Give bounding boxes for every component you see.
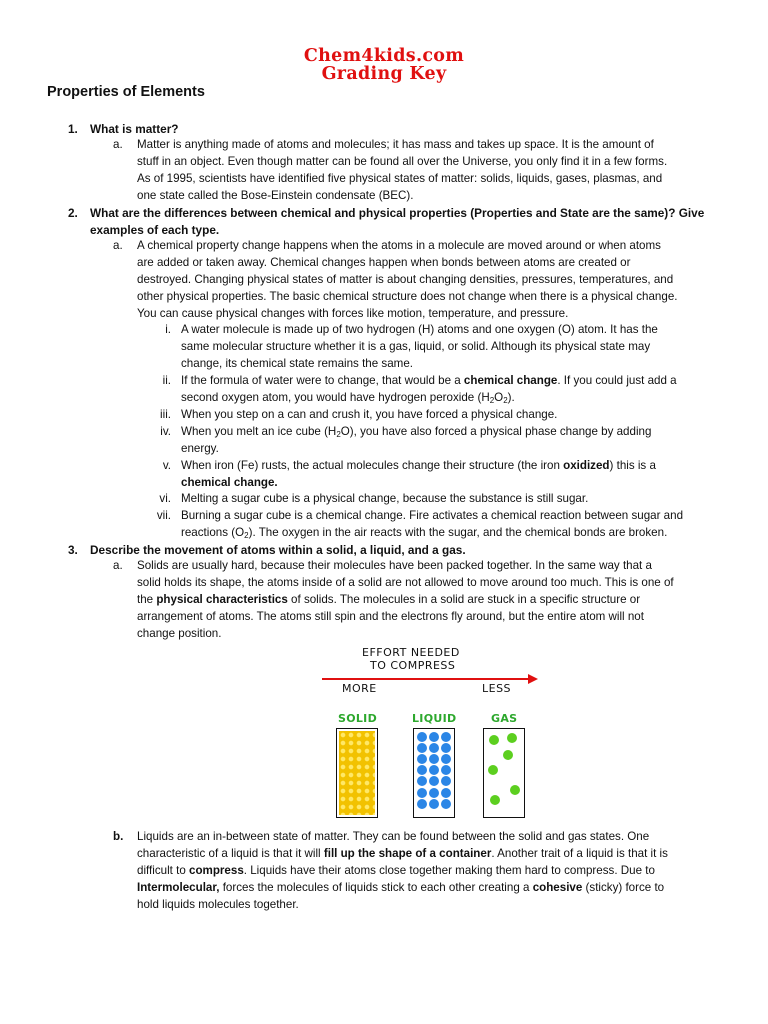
text-line: reactions $(O_2)$. The oxygen in the air reacts with the sugar, and the chemical bonds are broken. bbox=[181, 525, 668, 540]
liquid-particles bbox=[416, 731, 452, 815]
item-i bbox=[165, 322, 741, 373]
liquid-particle bbox=[429, 754, 439, 764]
item-iii bbox=[160, 407, 741, 424]
text-line: chemical change. bbox=[181, 475, 278, 489]
answer-3a bbox=[113, 558, 737, 643]
text-line: the physical characteristics of solids. The molecules in a solid are stuck in a specific structure or bbox=[137, 592, 641, 606]
text-line: are added or taken away. Chemical changes happen when bonds between atoms are created or bbox=[137, 255, 631, 269]
liquid-particle bbox=[417, 765, 427, 775]
liquid-particle bbox=[417, 799, 427, 809]
question-1 bbox=[68, 121, 179, 138]
question-text: examples of each type. bbox=[90, 223, 220, 237]
gas-particle bbox=[488, 765, 498, 775]
item-label: v. bbox=[162, 459, 171, 472]
item-label: vii. bbox=[156, 509, 171, 522]
text-line: When you melt an ice cube $(H_2O)$, you have also forced a physical phase change by adding bbox=[181, 425, 652, 439]
text-line: A water molecule is made up of two hydrogen (H) atoms and one oxygen (O) atom. It has the bbox=[181, 323, 658, 336]
liquid-particle bbox=[441, 776, 451, 786]
text-line: difficult to compress. Liquids have their atoms close together making them hard to compress. Due to bbox=[137, 863, 655, 877]
item-label: iii. bbox=[160, 408, 171, 421]
arrow-head-icon bbox=[528, 674, 538, 684]
text-line: As of 1995, scientists have identified five physical states of matter: solids, liquids, gases, plasmas, and bbox=[137, 171, 663, 185]
liquid-particle bbox=[429, 799, 439, 809]
item-vi bbox=[159, 491, 741, 508]
text-line: When iron (Fe) rusts, the actual molecules change their structure (the iron oxidized) this is a bbox=[181, 459, 656, 472]
liquid-particle bbox=[441, 732, 451, 742]
solid-container bbox=[336, 728, 378, 818]
liquid-particle bbox=[441, 788, 451, 798]
text-line: When you step on a can and crush it, you have forced a physical change. bbox=[181, 408, 558, 421]
answer-label: a. bbox=[113, 559, 123, 572]
question-text: What are the differences between chemical and physical properties (Properties and State are the same)? Give bbox=[90, 206, 705, 220]
question-text: Describe the movement of atoms within a solid, a liquid, and a gas. bbox=[90, 543, 466, 557]
gas-label: GAS bbox=[491, 712, 518, 725]
text-line: destroyed. Changing physical states of matter is about changing densities, pressures, temperatures, and bbox=[137, 272, 674, 286]
text-line: characteristic of a liquid is that it will fill up the shape of a container. Another trait of a liquid is that it is bbox=[137, 846, 668, 860]
item-label: vi. bbox=[159, 492, 171, 505]
gas-particle bbox=[507, 733, 517, 743]
answer-label: a. bbox=[113, 138, 123, 151]
answer-3b bbox=[113, 829, 737, 914]
liquid-particle bbox=[429, 732, 439, 742]
question-text: What is matter? bbox=[90, 122, 179, 136]
liquid-particle bbox=[429, 743, 439, 753]
liquid-particle bbox=[441, 799, 451, 809]
effort-label-line2: TO COMPRESS bbox=[370, 659, 456, 672]
liquid-particle bbox=[417, 788, 427, 798]
answer-label: b. bbox=[113, 830, 124, 843]
liquid-label: LIQUID bbox=[412, 712, 457, 725]
text-line: same molecular structure whether it is a gas, liquid, or solid. Although its physical state may bbox=[181, 339, 651, 353]
liquid-particle bbox=[417, 732, 427, 742]
text-line: Liquids are an in-between state of matter. They can be found between the solid and gas states. One bbox=[137, 830, 650, 843]
text-line: one state called the Bose-Einstein condensate (BEC). bbox=[137, 188, 414, 202]
text-line: Solids are usually hard, because their molecules have been packed together. In the same way that a bbox=[137, 559, 652, 572]
gas-container bbox=[483, 728, 525, 818]
text-line: hold liquids molecules together. bbox=[137, 897, 299, 911]
liquid-container bbox=[413, 728, 455, 818]
answer-1a bbox=[113, 137, 737, 205]
liquid-particle bbox=[429, 776, 439, 786]
text-line: Burning a sugar cube is a chemical change. Fire activates a chemical reaction between sugar and bbox=[181, 509, 684, 522]
text-line: stuff in an object. Even though matter can be found all over the Universe, you only find it in a few forms. bbox=[137, 154, 668, 168]
text-line: arrangement of atoms. The atoms still spin and the electrons fly around, but the entire atom will not bbox=[137, 609, 644, 623]
answer-2a bbox=[113, 238, 737, 323]
text-line: change, its chemical state remains the same. bbox=[181, 356, 413, 370]
question-3 bbox=[68, 542, 730, 559]
liquid-particle bbox=[441, 765, 451, 775]
more-label: MORE bbox=[342, 682, 377, 695]
states-of-matter-diagram bbox=[318, 644, 542, 824]
item-v bbox=[162, 458, 741, 492]
item-iv bbox=[160, 424, 741, 458]
text-line: Matter is anything made of atoms and molecules; it has mass and takes up space. It is the amount of bbox=[137, 138, 654, 151]
text-line: solid holds its shape, the atoms inside of a solid are not allowed to move around too much. This is one of bbox=[137, 575, 674, 589]
item-vii bbox=[156, 508, 741, 542]
item-ii bbox=[162, 373, 741, 407]
liquid-particle bbox=[441, 754, 451, 764]
page-title: Properties of Elements bbox=[47, 84, 205, 100]
less-label: LESS bbox=[482, 682, 512, 695]
liquid-particle bbox=[441, 743, 451, 753]
gas-particle bbox=[510, 785, 520, 795]
item-label: ii. bbox=[162, 374, 171, 387]
text-line: Intermolecular, forces the molecules of liquids stick to each other creating a cohesive (sticky) force to bbox=[137, 880, 665, 894]
item-label: i. bbox=[165, 323, 171, 336]
effort-label-line1: EFFORT NEEDED bbox=[362, 646, 460, 659]
text-line: second oxygen atom, you would have hydrogen peroxide $(H_2O_2)$. bbox=[181, 390, 515, 405]
item-label: iv. bbox=[160, 425, 171, 438]
text-line: A chemical property change happens when the atoms in a molecule are moved around or when atoms bbox=[137, 239, 661, 252]
solid-label: SOLID bbox=[338, 712, 378, 725]
question-number: 2. bbox=[68, 206, 78, 220]
liquid-particle bbox=[429, 765, 439, 775]
gas-particle bbox=[503, 750, 513, 760]
brand-title: Chem4kids.com bbox=[303, 46, 465, 66]
text-line: If the formula of water were to change, that would be a chemical change. If you could just add a bbox=[181, 374, 677, 387]
gas-particle bbox=[489, 735, 499, 745]
liquid-particle bbox=[429, 788, 439, 798]
text-line: other physical properties. The basic chemical structure does not change when there is a physical change. bbox=[137, 289, 678, 303]
liquid-particle bbox=[417, 754, 427, 764]
grading-key-title: Grading Key bbox=[321, 64, 447, 84]
question-number: 1. bbox=[68, 122, 78, 136]
solid-particles bbox=[339, 731, 375, 815]
text-line: change position. bbox=[137, 626, 222, 640]
gas-particle bbox=[490, 795, 500, 805]
text-line: energy. bbox=[181, 441, 219, 455]
compress-arrow bbox=[322, 678, 530, 680]
question-number: 3. bbox=[68, 543, 78, 557]
liquid-particle bbox=[417, 743, 427, 753]
liquid-particle bbox=[417, 776, 427, 786]
text-line: You can cause physical changes with forces like motion, temperature, and pressure. bbox=[137, 306, 569, 320]
text-line: Melting a sugar cube is a physical change, because the substance is still sugar. bbox=[181, 492, 589, 505]
question-2 bbox=[68, 205, 730, 239]
answer-label: a. bbox=[113, 239, 123, 252]
